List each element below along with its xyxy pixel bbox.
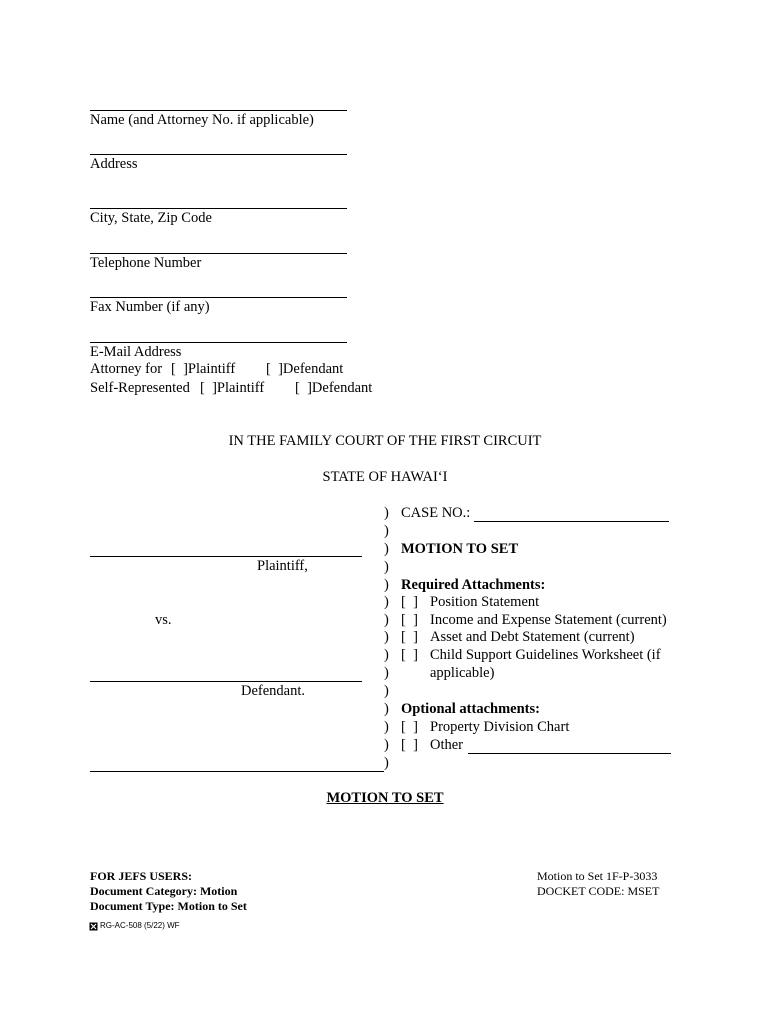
email-line[interactable] <box>90 342 347 343</box>
fax-label: Fax Number (if any) <box>90 299 210 315</box>
optional-attachments-heading: Optional attachments: <box>401 701 540 717</box>
docket-code: DOCKET CODE: MSET <box>537 884 660 898</box>
email-label: E-Mail Address <box>90 344 182 360</box>
attorney-for-label: Attorney for <box>90 361 163 377</box>
child-support-worksheet-label-cont: applicable) <box>430 665 495 681</box>
form-id: Motion to Set 1F-P-3033 <box>537 869 658 883</box>
telephone-line[interactable] <box>90 253 347 254</box>
property-division-chart-label: Property Division Chart <box>430 719 570 735</box>
document-category: Document Category: Motion <box>90 884 238 898</box>
caption-title: MOTION TO SET <box>401 541 519 557</box>
main-title: MOTION TO SET <box>326 790 444 806</box>
plaintiff-label: Plaintiff, <box>257 558 308 574</box>
case-number-label: CASE NO.: <box>401 505 471 521</box>
city-state-zip-line[interactable] <box>90 208 347 209</box>
caption-bottom-line <box>90 771 384 772</box>
versus-label: vs. <box>155 612 172 628</box>
asset-debt-statement-label: Asset and Debt Statement (current) <box>430 629 635 645</box>
attorney-for-defendant-checkbox[interactable]: [ ]Defendant <box>266 361 344 377</box>
paren: ) <box>384 523 389 539</box>
paren: ) <box>384 505 389 521</box>
plaintiff-line[interactable] <box>90 556 362 557</box>
paren: ) <box>384 594 389 610</box>
name-label: Name (and Attorney No. if applicable) <box>90 112 314 128</box>
paren: ) <box>384 683 389 699</box>
jefs-heading: FOR JEFS USERS: <box>90 869 193 883</box>
child-support-worksheet-label: Child Support Guidelines Worksheet (if <box>430 647 661 663</box>
required-attachments-heading: Required Attachments: <box>401 577 546 593</box>
revision-row <box>89 921 180 931</box>
paren: ) <box>384 577 389 593</box>
case-number-field[interactable] <box>474 521 669 522</box>
checkbox[interactable]: [ ] <box>401 647 418 663</box>
address-label: Address <box>90 156 138 172</box>
paren: ) <box>384 612 389 628</box>
defendant-line[interactable] <box>90 681 362 682</box>
checkbox[interactable]: [ ] <box>401 737 418 753</box>
checkbox[interactable]: [ ] <box>401 594 418 610</box>
city-state-zip-label: City, State, Zip Code <box>90 210 212 226</box>
paren: ) <box>384 559 389 575</box>
paren: ) <box>384 719 389 735</box>
position-statement-label: Position Statement <box>430 594 540 610</box>
other-field[interactable] <box>468 753 671 754</box>
revision-code: RG-AC-508 (5/22) WF <box>100 921 180 930</box>
other-label: Other <box>430 737 464 753</box>
name-line[interactable] <box>90 110 347 111</box>
paren: ) <box>384 701 389 717</box>
telephone-label: Telephone Number <box>90 255 202 271</box>
checkbox[interactable]: [ ] <box>401 612 418 628</box>
income-expense-statement-label: Income and Expense Statement (current) <box>430 612 667 628</box>
paren: ) <box>384 665 389 681</box>
court-state: STATE OF HAWAI‘I <box>322 469 448 485</box>
paren: ) <box>384 755 389 771</box>
paren: ) <box>384 737 389 753</box>
attorney-for-plaintiff-checkbox[interactable]: [ ]Plaintiff <box>171 361 236 377</box>
document-type: Document Type: Motion to Set <box>90 899 247 913</box>
form-logo-icon <box>89 922 98 931</box>
paren: ) <box>384 541 389 557</box>
paren: ) <box>384 647 389 663</box>
self-represented-defendant-checkbox[interactable]: [ ]Defendant <box>295 380 373 396</box>
address-line[interactable] <box>90 154 347 155</box>
checkbox[interactable]: [ ] <box>401 629 418 645</box>
court-name: IN THE FAMILY COURT OF THE FIRST CIRCUIT <box>228 433 542 449</box>
paren: ) <box>384 629 389 645</box>
self-represented-plaintiff-checkbox[interactable]: [ ]Plaintiff <box>200 380 265 396</box>
fax-line[interactable] <box>90 297 347 298</box>
checkbox[interactable]: [ ] <box>401 719 418 735</box>
defendant-label: Defendant. <box>241 683 306 699</box>
self-represented-label: Self-Represented <box>90 380 190 396</box>
